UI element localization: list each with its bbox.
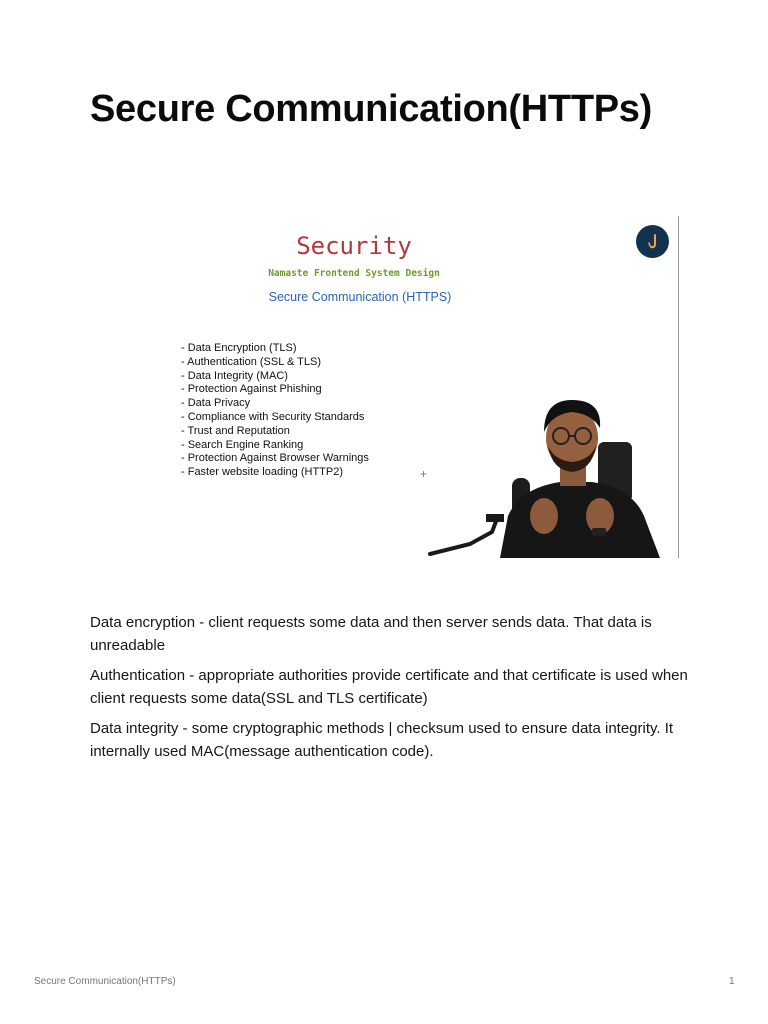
paragraph-data-integrity: Data integrity - some cryptographic methods | checksum used to ensure data integrity. It internally used MAC(message authentication code). bbox=[90, 720, 674, 760]
slide-image bbox=[90, 216, 679, 558]
slide-bullet: - Compliance with Security Standards bbox=[181, 410, 365, 423]
body-text bbox=[90, 612, 690, 771]
page-title: Secure Communication(HTTPs) bbox=[90, 88, 652, 130]
presenter-photo bbox=[420, 366, 678, 558]
slide-bullet: - Authentication (SSL & TLS) bbox=[181, 355, 322, 368]
crosshair-cursor-icon: + bbox=[420, 467, 428, 481]
slide-subtitle: Namaste Frontend System Design bbox=[268, 268, 440, 279]
paragraph-data-encryption: Data encryption - client requests some data and then server sends data. That data is unreadable bbox=[90, 614, 652, 654]
page-number: 1 bbox=[729, 976, 735, 987]
slide-bullet: - Protection Against Phishing bbox=[181, 383, 322, 396]
namaste-logo-icon bbox=[636, 225, 669, 258]
slide-bullet: - Data Encryption (TLS) bbox=[181, 342, 297, 354]
slide-bullet: - Protection Against Browser Warnings bbox=[181, 452, 369, 465]
slide-bullet: - Trust and Reputation bbox=[181, 424, 290, 437]
slide-bullet: - Data Integrity (MAC) bbox=[181, 369, 288, 382]
paragraph-authentication: Authentication - appropriate authorities provide certificate and that certificate is used when client requests some data(SSL and TLS certificate) bbox=[90, 667, 688, 707]
slide-topic: Secure Communication (HTTPS) bbox=[268, 290, 452, 304]
slide-bullet: - Search Engine Ranking bbox=[181, 438, 304, 451]
slide-bullet: - Faster website loading (HTTP2) bbox=[181, 466, 343, 479]
footer-title: Secure Communication(HTTPs) bbox=[34, 976, 176, 987]
slide-heading: Security bbox=[296, 232, 412, 260]
slide-bullet: - Data Privacy bbox=[181, 397, 251, 410]
slide-bullet-list bbox=[181, 342, 369, 480]
